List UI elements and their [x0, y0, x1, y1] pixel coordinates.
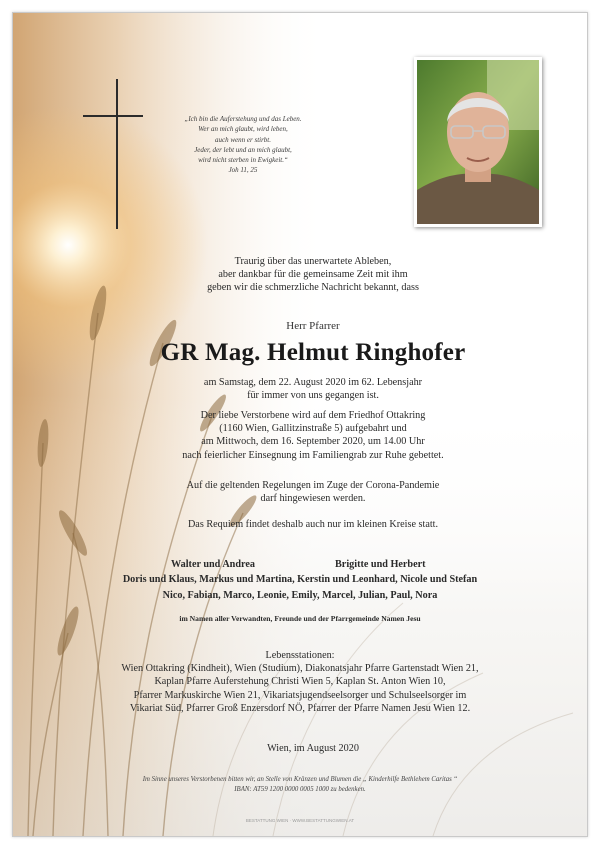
donation-line: IBAN: AT59 1200 0000 0005 1000 zu bedenken.: [234, 785, 366, 793]
corona-line: Auf die geltenden Regelungen im Zuge der Corona-Pandemie: [186, 480, 440, 491]
quote-line: wird nicht sterben in Ewigkeit.“: [198, 156, 288, 165]
funeral-line: nach feierlicher Einsegnung im Familiengrab zur Ruhe gebettet.: [182, 449, 444, 461]
corona-line: darf hingewiesen werden.: [260, 493, 366, 505]
deceased-portrait-photo: [414, 57, 542, 227]
death-notice: [93, 376, 533, 402]
funeral-line: Der liebe Verstorbene wird auf dem Friedhof Ottakring: [200, 410, 426, 421]
stations-heading: Lebensstationen:: [265, 650, 335, 661]
mourner-couple-left: Walter und Andrea: [171, 559, 255, 570]
requiem-notice: Das Requiem findet deshalb auch nur im kleinen Kreise statt.: [187, 519, 439, 530]
quote-reference: Joh 11, 25: [228, 166, 258, 175]
stations-line: Vikariat Süd, Pfarrer Groß Enzersdorf NÖ, Pfarrer der Pfarre Namen Jesu Wien 12.: [129, 702, 471, 714]
cross-icon: [83, 79, 143, 229]
funeral-line: (1160 Wien, Gallitzinstraße 5) aufgebahrt und: [219, 423, 407, 435]
title-prefix: Herr Pfarrer: [286, 320, 340, 332]
bible-quote: [163, 114, 323, 176]
place-date: Wien, im August 2020: [267, 743, 359, 754]
funeral-home-imprint: BESTATTUNG WIEN · WWW.BESTATTUNGWIEN.AT: [245, 818, 355, 823]
intro-text: [93, 255, 533, 295]
quote-line: Wer an mich glaubt, wird leben,: [198, 125, 288, 134]
donation-note: [53, 775, 547, 794]
funeral-details: [93, 409, 533, 462]
mourners-couples: Doris und Klaus, Markus und Martina, Kerstin und Leonhard, Nicole und Stefan: [122, 574, 478, 585]
quote-line: „Ich bin die Auferstehung und das Leben.: [184, 115, 302, 123]
donation-line: Im Sinne unseres Verstorbenen bitten wir, an Stelle von Kränzen und Blumen die „ Kinderhilfe Bethlehem Caritas “: [142, 776, 458, 783]
death-line: am Samstag, dem 22. August 2020 im 62. Lebensjahr: [203, 377, 423, 388]
quote-line: auch wenn er stirbt.: [215, 135, 271, 144]
mourners-in-name: im Namen aller Verwandten, Freunde und der Pfarrgemeinde Namen Jesu: [179, 614, 421, 623]
life-stations: [73, 649, 527, 715]
stations-line: Wien Ottakring (Kindheit), Wien (Studium), Diakonatsjahr Pfarre Gartenstadt Wien 21,: [121, 663, 479, 675]
stations-line: Pfarrer Markuskirche Wien 21, Vikariatsjugendseelsorger und Schulseelsorger im: [133, 689, 467, 701]
deceased-name: GR Mag. Helmut Ringhofer: [160, 339, 466, 366]
death-line: für immer von uns gegangen ist.: [247, 390, 379, 402]
funeral-line: am Mittwoch, dem 16. September 2020, um 14.00 Uhr: [201, 436, 425, 448]
stations-line: Kaplan Pfarre Auferstehung Christi Wien 5, Kaplan St. Anton Wien 10,: [154, 676, 446, 688]
corona-notice: [93, 479, 533, 505]
intro-line: aber dankbar für die gemeinsame Zeit mit ihm: [218, 269, 408, 281]
mourners-children: Nico, Fabian, Marco, Leonie, Emily, Marcel, Julian, Paul, Nora: [162, 590, 438, 601]
parte-card: [12, 12, 588, 837]
mourner-couple-right: Brigitte und Herbert: [335, 559, 426, 570]
intro-line: geben wir die schmerzliche Nachricht bekannt, dass: [207, 282, 419, 294]
intro-line: Traurig über das unerwartete Ableben,: [234, 256, 392, 267]
quote-line: Jeder, der lebt und an mich glaubt,: [194, 145, 292, 154]
